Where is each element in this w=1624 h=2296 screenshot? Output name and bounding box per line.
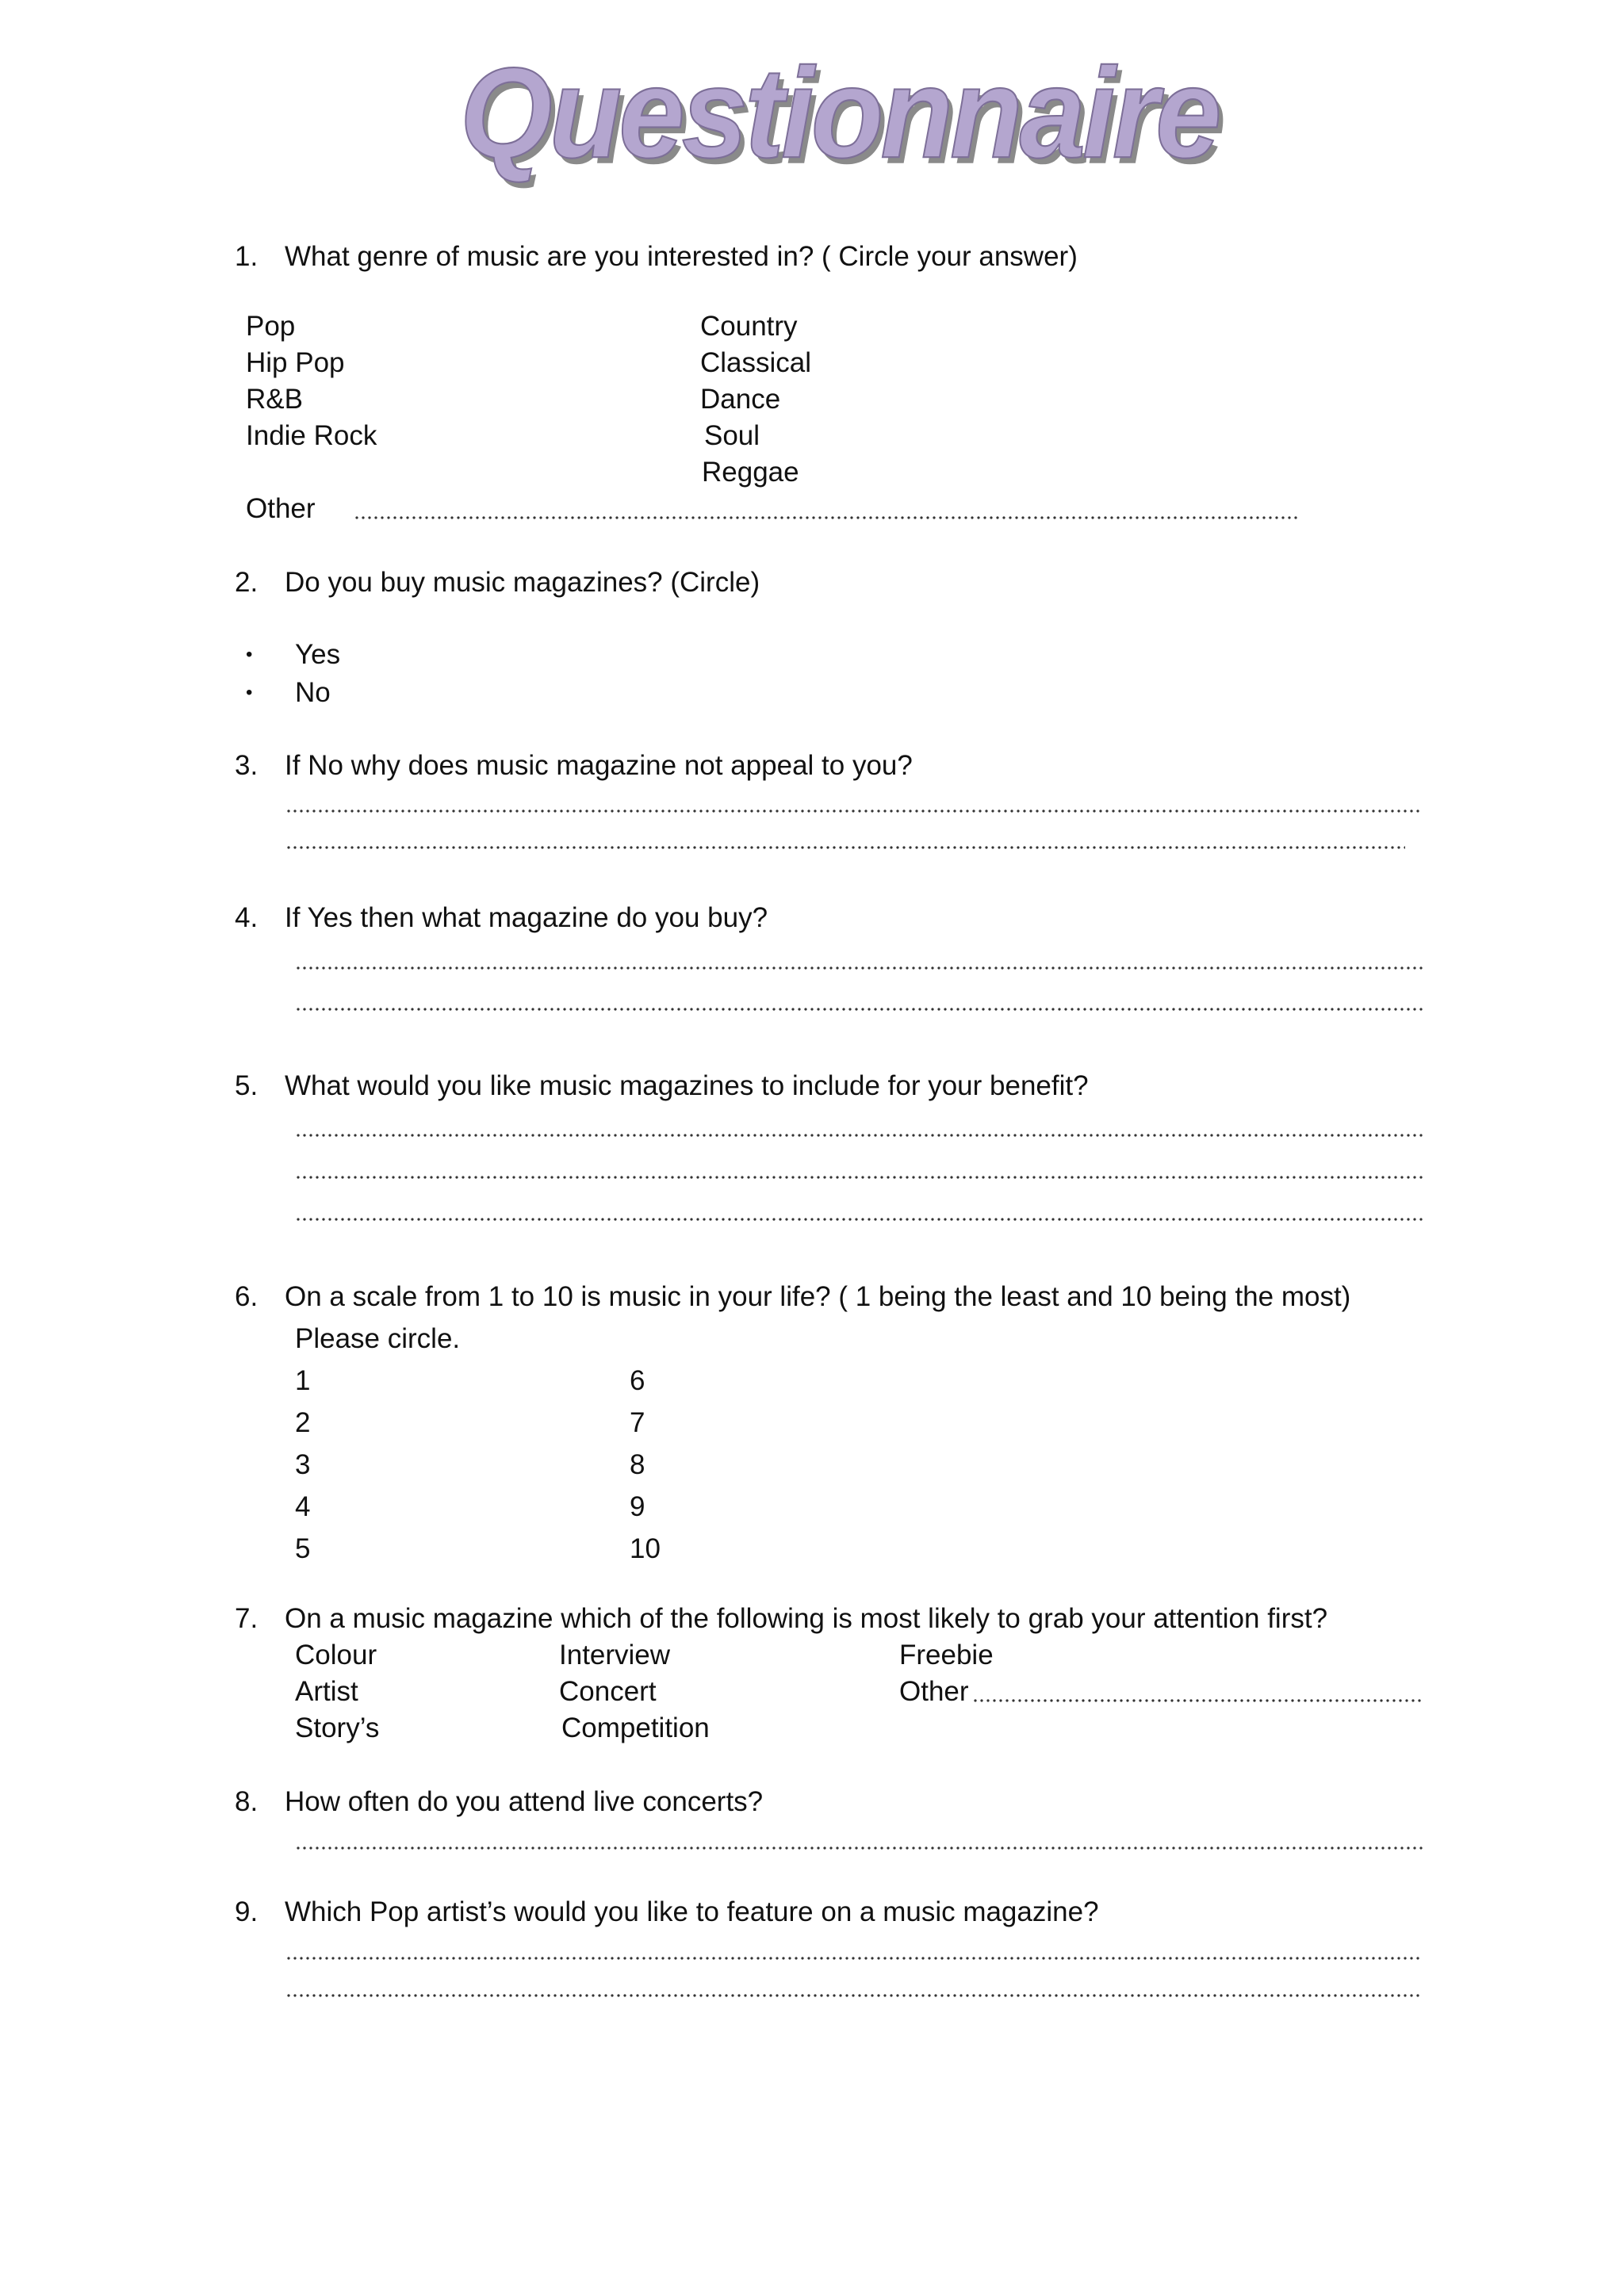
q3-answer-line[interactable] xyxy=(285,809,1421,813)
q9-answer-line[interactable] xyxy=(285,1993,1421,1998)
q1-option-hip-pop[interactable]: Hip Pop xyxy=(246,347,345,378)
q1-option-dance[interactable]: Dance xyxy=(700,384,781,415)
q6-scale-option[interactable]: 7 xyxy=(630,1407,645,1438)
q6-scale-option[interactable]: 4 xyxy=(295,1491,311,1522)
q6-scale-option[interactable]: 3 xyxy=(295,1449,311,1480)
q1-option-pop[interactable]: Pop xyxy=(246,311,296,342)
q1-option-country[interactable]: Country xyxy=(700,311,798,342)
q5-answer-line[interactable] xyxy=(295,1217,1423,1222)
q6-scale-option[interactable]: 8 xyxy=(630,1449,645,1480)
page-title: Questionnaire xyxy=(460,40,1219,185)
q8-answer-line[interactable] xyxy=(295,1846,1423,1850)
q3-question: If No why does music magazine not appeal to you? xyxy=(285,750,913,781)
q7-option-other-label: Other xyxy=(899,1676,969,1707)
q1-option-classical[interactable]: Classical xyxy=(700,347,812,378)
q5-question: What would you like music magazines to include for your benefit? xyxy=(285,1070,1089,1101)
bullet-icon: • xyxy=(246,644,253,665)
q5-answer-line[interactable] xyxy=(295,1133,1423,1138)
q9-answer-line[interactable] xyxy=(285,1956,1421,1961)
q4-question: If Yes then what magazine do you buy? xyxy=(285,902,768,933)
q7-option-concert[interactable]: Concert xyxy=(559,1676,657,1707)
q6-scale-option[interactable]: 9 xyxy=(630,1491,645,1522)
q5-answer-line[interactable] xyxy=(295,1175,1423,1180)
q6-scale-option[interactable]: 6 xyxy=(630,1365,645,1396)
q1-other-label: Other xyxy=(246,493,316,524)
q8-number: 8. xyxy=(235,1786,259,1817)
q2-question: Do you buy music magazines? (Circle) xyxy=(285,567,760,598)
q7-option-colour[interactable]: Colour xyxy=(295,1640,377,1670)
q7-number: 7. xyxy=(235,1603,259,1634)
q3-number: 3. xyxy=(235,750,259,781)
q2-option-no[interactable]: No xyxy=(295,677,331,708)
q7-other-answer-line[interactable] xyxy=(972,1698,1423,1703)
q6-scale-option[interactable]: 2 xyxy=(295,1407,311,1438)
q3-answer-line[interactable] xyxy=(285,845,1405,850)
q5-number: 5. xyxy=(235,1070,259,1101)
q4-answer-line[interactable] xyxy=(295,966,1423,970)
q4-number: 4. xyxy=(235,902,259,933)
q6-scale-option[interactable]: 10 xyxy=(630,1533,661,1564)
q1-option-rnb[interactable]: R&B xyxy=(246,384,303,415)
q2-option-yes[interactable]: Yes xyxy=(295,639,341,670)
q8-question: How often do you attend live concerts? xyxy=(285,1786,764,1817)
q9-number: 9. xyxy=(235,1896,259,1927)
q1-option-reggae[interactable]: Reggae xyxy=(702,457,799,488)
q6-question: On a scale from 1 to 10 is music in your life? ( 1 being the least and 10 being the most) xyxy=(285,1281,1351,1312)
q4-answer-line[interactable] xyxy=(295,1007,1423,1012)
q1-question: What genre of music are you interested in? ( Circle your answer) xyxy=(285,241,1078,272)
q6-scale-option[interactable]: 5 xyxy=(295,1533,311,1564)
q2-number: 2. xyxy=(235,567,259,598)
q7-question: On a music magazine which of the following is most likely to grab your attention first? xyxy=(285,1603,1328,1634)
bullet-icon: • xyxy=(246,682,253,703)
q6-instruction: Please circle. xyxy=(295,1323,461,1354)
q1-option-indie-rock[interactable]: Indie Rock xyxy=(246,420,377,451)
q7-option-competition[interactable]: Competition xyxy=(561,1712,710,1743)
q7-option-artist[interactable]: Artist xyxy=(295,1676,358,1707)
q7-option-storys[interactable]: Story’s xyxy=(295,1712,380,1743)
q7-option-freebie[interactable]: Freebie xyxy=(899,1640,994,1670)
q1-option-soul[interactable]: Soul xyxy=(704,420,760,451)
q1-number: 1. xyxy=(235,241,259,272)
q6-number: 6. xyxy=(235,1281,259,1312)
q1-other-answer-line[interactable] xyxy=(354,515,1297,520)
q6-scale-option[interactable]: 1 xyxy=(295,1365,311,1396)
q9-question: Which Pop artist’s would you like to feature on a music magazine? xyxy=(285,1896,1099,1927)
q7-option-interview[interactable]: Interview xyxy=(559,1640,671,1670)
